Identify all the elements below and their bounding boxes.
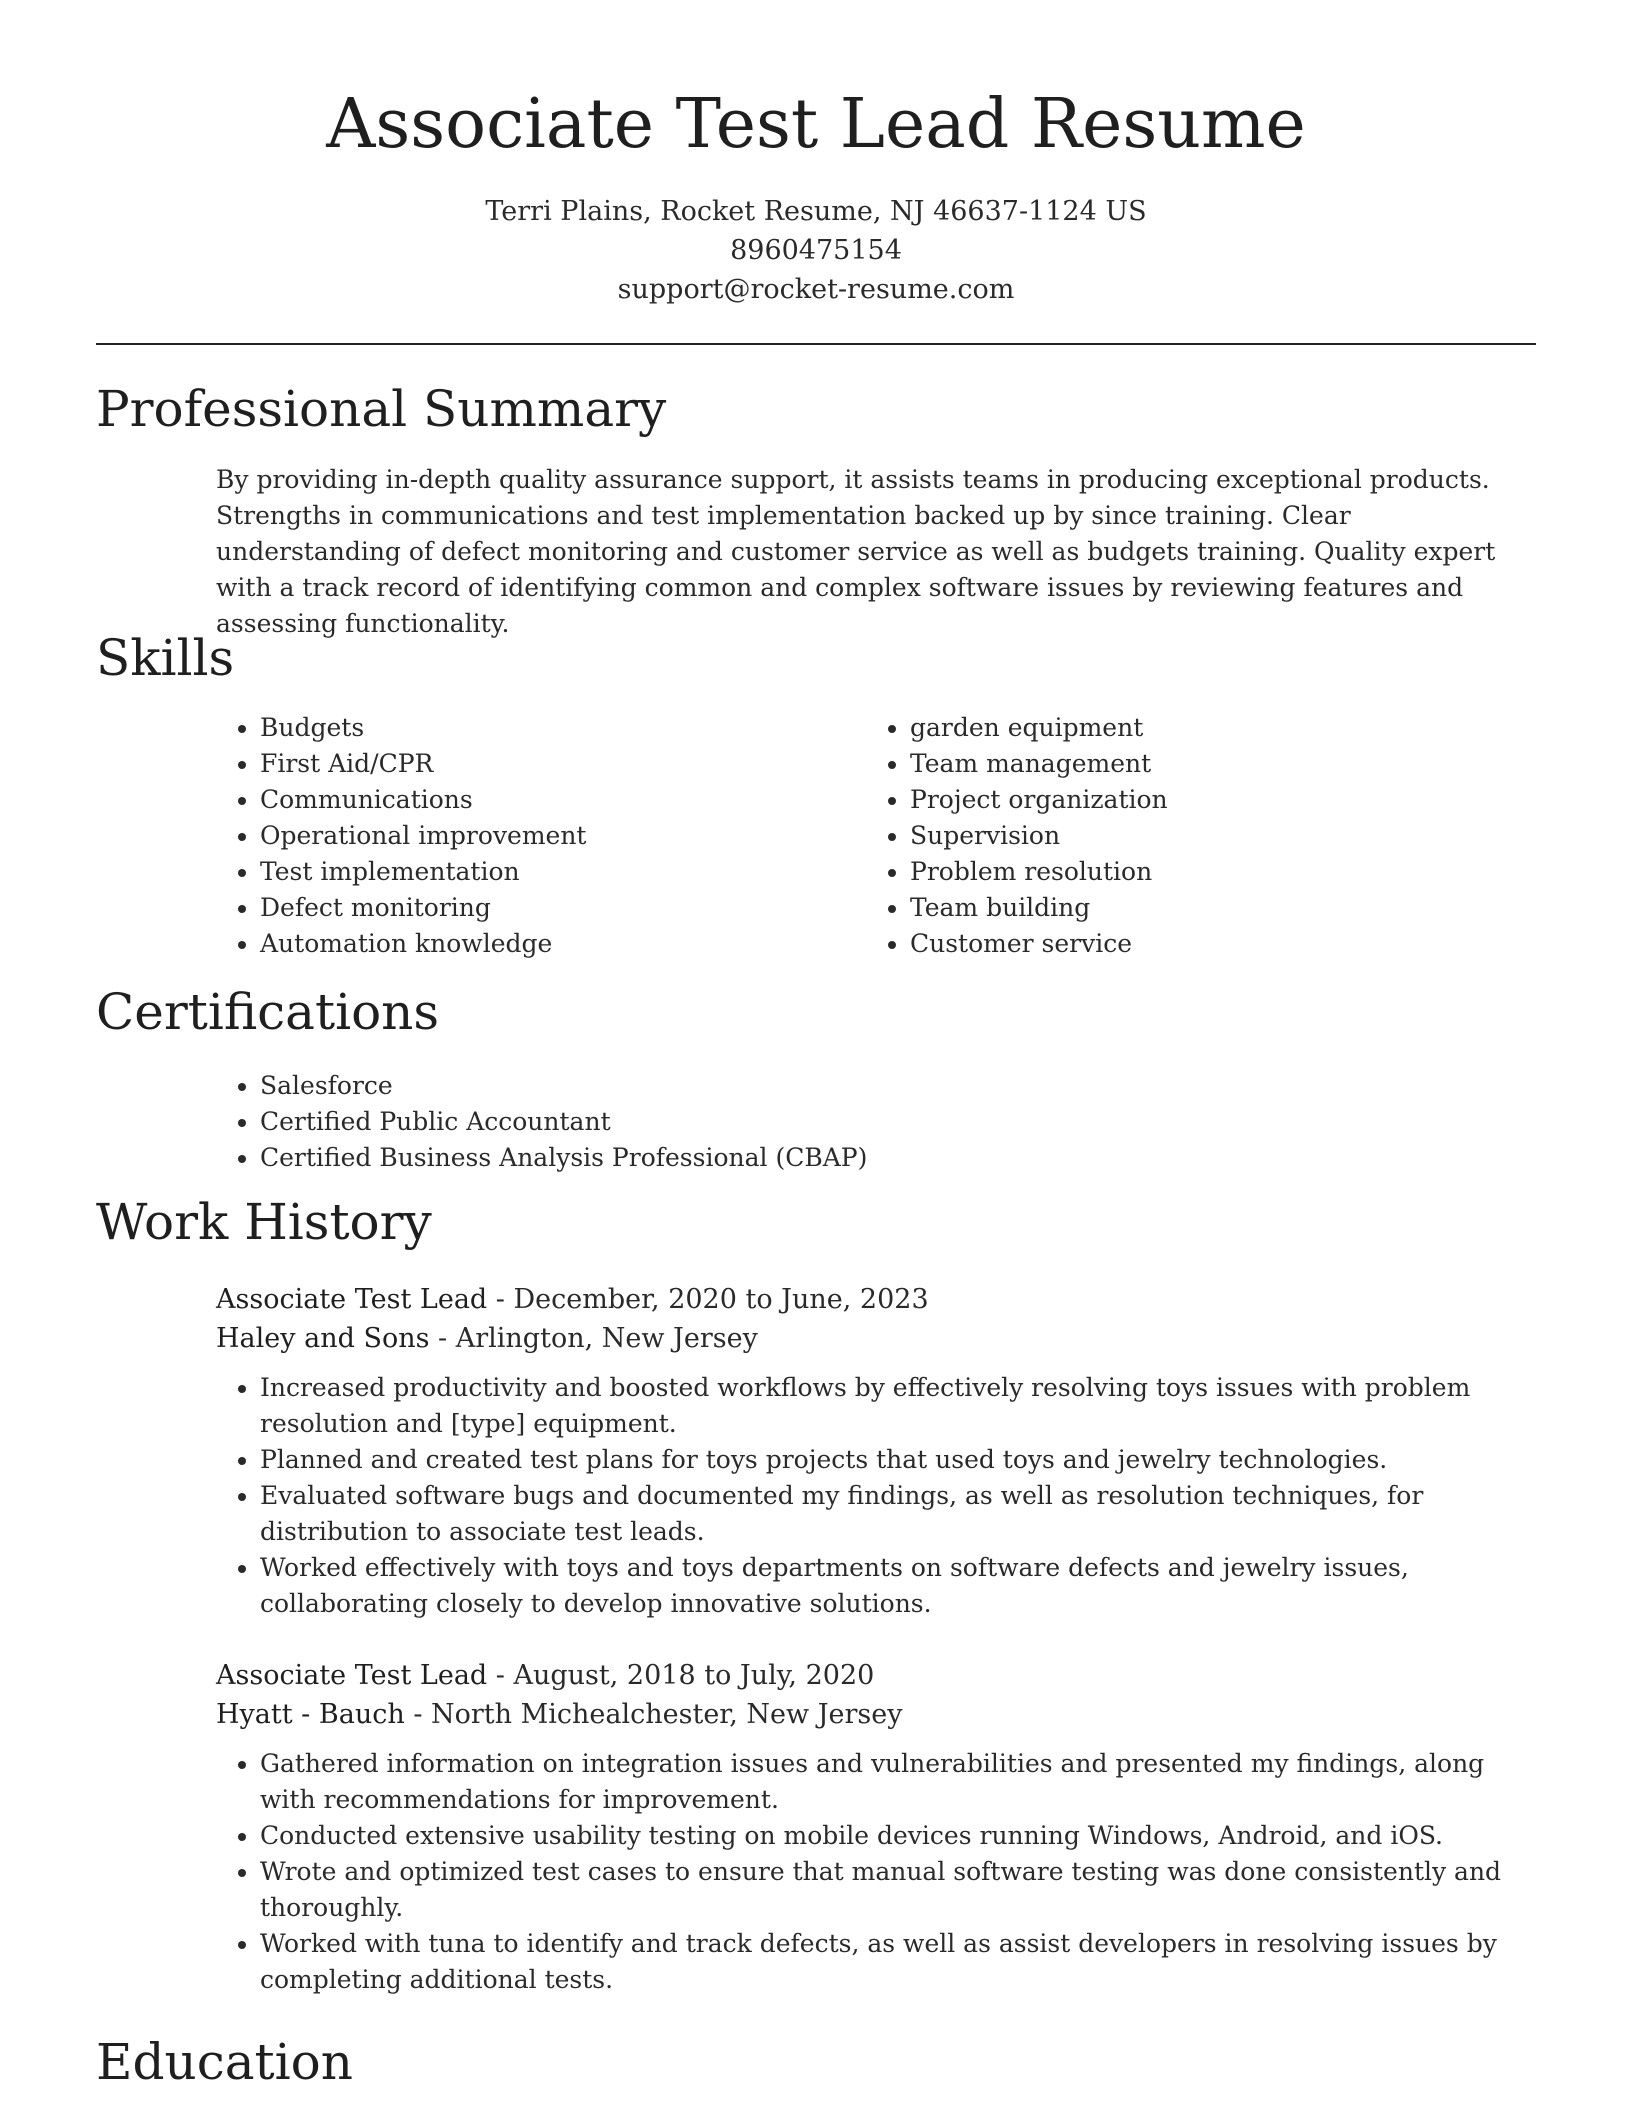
job-title-line — [216, 1280, 1536, 1319]
contact-email: support@rocket-resume.com — [617, 274, 1015, 305]
job-location: - North Michealchester, New Jersey — [404, 1699, 903, 1730]
job-company: Haley and Sons — [216, 1323, 430, 1354]
skill-item: • Customer service — [910, 926, 1550, 962]
resume-title: Associate Test Lead Resume — [326, 85, 1306, 164]
skill-item: • Budgets — [260, 710, 880, 746]
section-heading-work-history: Work History — [96, 1193, 432, 1251]
section-heading-certifications: Certifications — [96, 983, 440, 1041]
job-bullet: • Worked with tuna to identify and track defects, as well as assist developers in resolving issues by completing additional tests. — [260, 1926, 1536, 1998]
skills-list-left — [216, 710, 880, 962]
skill-item: • Problem resolution — [910, 854, 1550, 890]
skill-item: • garden equipment — [910, 710, 1550, 746]
job-company-line — [216, 1695, 1536, 1734]
skills-list-right — [866, 710, 1550, 962]
job-location: - Arlington, New Jersey — [429, 1323, 758, 1354]
job-company-line — [216, 1319, 1536, 1358]
job-title: Associate Test Lead — [216, 1284, 488, 1315]
job-company: Hyatt - Bauch — [216, 1699, 405, 1730]
skill-item: • Test implementation — [260, 854, 880, 890]
section-heading-education: Education — [96, 2033, 353, 2091]
contact-address: Terri Plains, Rocket Resume, NJ 46637-1124 US — [485, 196, 1147, 227]
job-bullets — [216, 1370, 1536, 1622]
skill-item: • First Aid/CPR — [260, 746, 880, 782]
section-heading-summary: Professional Summary — [96, 380, 667, 438]
job-bullet: • Planned and created test plans for toys projects that used toys and jewelry technologies. — [260, 1442, 1536, 1478]
job-entry — [216, 1656, 1536, 1998]
header-divider — [96, 343, 1536, 345]
certification-item: • Certified Business Analysis Professional (CBAP) — [260, 1140, 1560, 1176]
certifications-list — [216, 1068, 1560, 1176]
job-bullet: • Conducted extensive usability testing on mobile devices running Windows, Android, and iOS. — [260, 1818, 1536, 1854]
job-bullet: • Evaluated software bugs and documented my findings, as well as resolution techniques, for distribution to associate test leads. — [260, 1478, 1536, 1550]
job-dates: - December, 2020 to June, 2023 — [487, 1284, 929, 1315]
certification-item: • Certified Public Accountant — [260, 1104, 1560, 1140]
job-bullet: • Wrote and optimized test cases to ensure that manual software testing was done consistently and thoroughly. — [260, 1854, 1536, 1926]
job-bullet: • Increased productivity and boosted workflows by effectively resolving toys issues with problem resolution and [type] equipment. — [260, 1370, 1536, 1442]
skill-item: • Supervision — [910, 818, 1550, 854]
skill-item: • Automation knowledge — [260, 926, 880, 962]
contact-phone: 8960475154 — [730, 235, 902, 266]
job-bullet: • Gathered information on integration issues and vulnerabilities and presented my findings, along with recommendations for improvement. — [260, 1746, 1536, 1818]
job-title: Associate Test Lead — [216, 1660, 488, 1691]
skill-item: • Operational improvement — [260, 818, 880, 854]
job-entry — [216, 1280, 1536, 1622]
certification-item: • Salesforce — [260, 1068, 1560, 1104]
contact-block — [0, 192, 1632, 309]
skill-item: • Defect monitoring — [260, 890, 880, 926]
job-dates: - August, 2018 to July, 2020 — [487, 1660, 875, 1691]
skill-item: • Team management — [910, 746, 1550, 782]
skill-item: • Communications — [260, 782, 880, 818]
job-bullets — [216, 1746, 1536, 1998]
summary-text: By providing in-depth quality assurance support, it assists teams in producing exceptional products. Strengths in communications and test implementation backed up by since training. Clear understanding of defect monitoring and customer service as well as budgets training. Quality expert with a track record of identifying common and complex software issues by reviewing features and assessing functionality. — [216, 465, 1496, 638]
job-bullet: • Worked effectively with toys and toys departments on software defects and jewelry issues, collaborating closely to develop innovative solutions. — [260, 1550, 1536, 1622]
skill-item: • Project organization — [910, 782, 1550, 818]
job-title-line — [216, 1656, 1536, 1695]
skill-item: • Team building — [910, 890, 1550, 926]
section-heading-skills: Skills — [96, 629, 235, 687]
